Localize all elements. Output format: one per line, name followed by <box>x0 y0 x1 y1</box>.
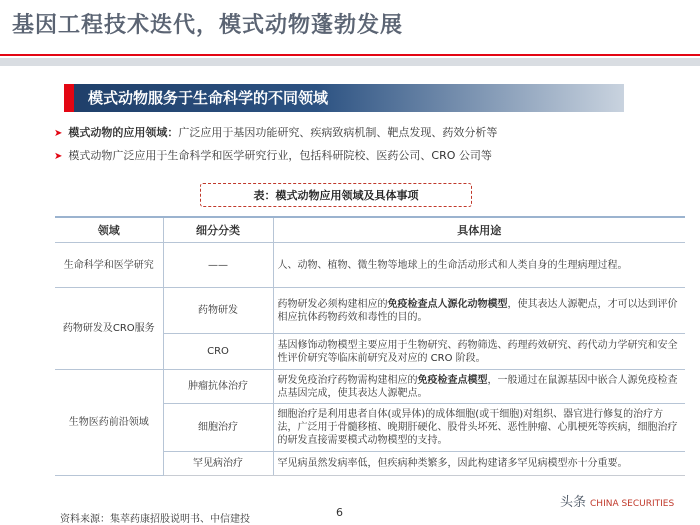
section-banner-accent <box>64 84 74 112</box>
cell-field: 药物研发及CRO服务 <box>55 288 163 370</box>
page-number: 6 <box>336 506 343 519</box>
cell-usage <box>273 370 685 404</box>
usage-text: ，使其表达人源靶点，才可以达到评价相应抗体药物药效和毒性的目的。 <box>277 298 678 323</box>
cell-usage: 罕见病虽然发病率低，但疾病种类繁多，因此构建诸多罕见病模型亦十分重要。 <box>273 452 685 476</box>
bullet-label: 模式动物的应用领域： <box>68 126 179 139</box>
cell-subcategory: 罕见病治疗 <box>163 452 273 476</box>
cell-subcategory: CRO <box>163 334 273 370</box>
cell-subcategory: —— <box>163 243 273 288</box>
logo-english: CHINA SECURITIES <box>590 499 675 509</box>
cell-usage: 基因修饰动物模型主要应用于生物研究、药物筛选、药理药效研究、药代动力学研究和安全性评价研究等临床前研究及对应的 CRO 阶段。 <box>273 334 685 370</box>
table-caption-box <box>200 183 472 207</box>
cell-field: 生物医药前沿领域 <box>55 370 163 476</box>
bullet-item <box>54 124 497 140</box>
section-banner-title: 模式动物服务于生命科学的不同领域 <box>88 89 329 107</box>
table-caption: 表：模式动物应用领域及具体事项 <box>253 189 419 202</box>
cell-usage: 细胞治疗是利用患者自体(或异体)的成体细胞(或干细胞)对组织、器官进行修复的治疗方法，广泛用于骨髓移植、晚期肝硬化、股骨头坏死、恶性肿瘤、心肌梗死等疾病，细胞治疗的研发直接需要模式动物模型的支持。 <box>273 404 685 452</box>
application-table <box>55 216 685 476</box>
title-divider-red <box>0 54 700 56</box>
arrow-bullet-icon: ➤ <box>54 128 63 139</box>
header-usage: 具体用途 <box>273 217 685 243</box>
cell-subcategory: 肿瘤抗体治疗 <box>163 370 273 404</box>
cell-usage <box>273 288 685 334</box>
table-row <box>55 243 685 288</box>
cell-subcategory: 药物研发 <box>163 288 273 334</box>
table-header-row <box>55 217 685 243</box>
logo-text: 头条 <box>560 495 587 510</box>
header-field: 领域 <box>55 217 163 243</box>
header-subcategory: 细分分类 <box>163 217 273 243</box>
brand-logo <box>560 491 674 510</box>
bullet-text: 广泛应用于基因功能研究、疾病致病机制、靶点发现、药效分析等 <box>178 126 498 139</box>
usage-text: ，一般通过在鼠源基因中嵌合人源免疫检查点基因完成，使其表达人源靶点。 <box>277 374 678 399</box>
arrow-bullet-icon: ➤ <box>54 151 63 162</box>
usage-text: 研发免疫治疗药物需构建相应的 <box>277 374 418 386</box>
bullet-item <box>54 147 492 163</box>
source-note: 资料来源：集萃药康招股说明书、中信建投 <box>60 514 250 525</box>
table-row <box>55 370 685 404</box>
usage-highlight: 免疫检查点模型 <box>417 374 488 386</box>
cell-usage: 人、动物、植物、微生物等地球上的生命活动形式和人类自身的生理病理过程。 <box>273 243 685 288</box>
bullet-text: 模式动物广泛应用于生命科学和医学研究行业，包括科研院校、医药公司、CRO 公司等 <box>68 149 492 162</box>
usage-text: 药物研发必须构建相应的 <box>277 298 388 310</box>
page-title: 基因工程技术迭代，模式动物蓬勃发展 <box>12 13 404 38</box>
cell-subcategory: 细胞治疗 <box>163 404 273 452</box>
title-divider-grey <box>0 58 700 66</box>
cell-field: 生命科学和医学研究 <box>55 243 163 288</box>
table-row <box>55 288 685 334</box>
usage-highlight: 免疫检查点人源化动物模型 <box>387 298 508 310</box>
